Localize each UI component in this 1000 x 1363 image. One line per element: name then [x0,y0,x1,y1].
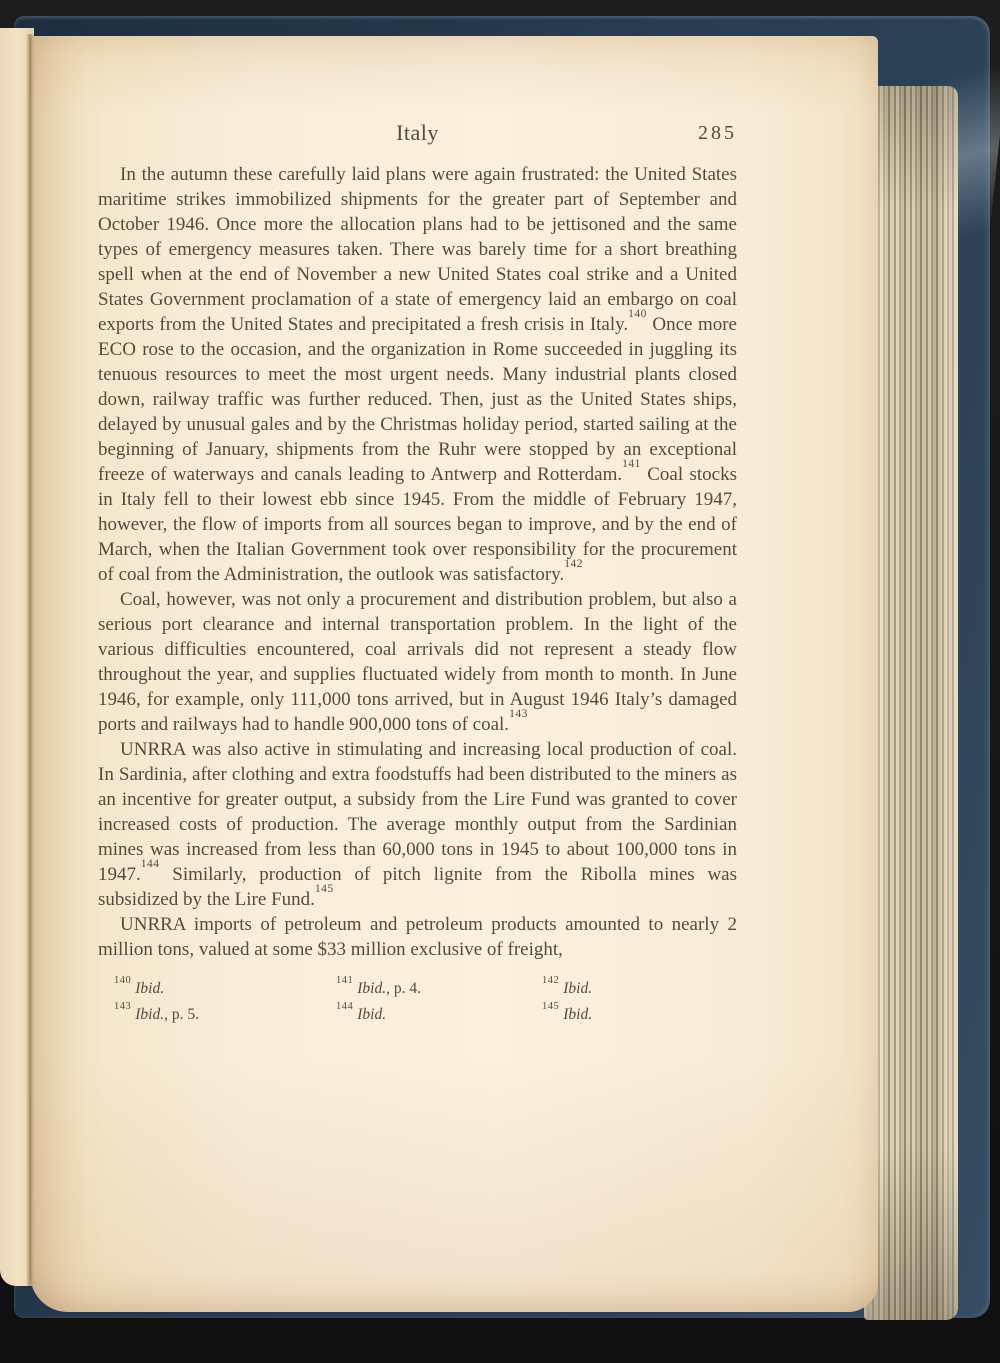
footnote-number: 142 [542,974,560,986]
running-header [98,120,737,150]
footnote-number: 144 [336,1000,354,1012]
page-fore-edge-stack [864,86,958,1320]
paragraph: UNRRA was also active in stimulating and increasing local production of coal. In Sardinia, after clothing and extra foodstuffs had been distributed to the miners as an incentive for greater output, a subsidy from the Lire Fund was granted to cover increased costs of production. The average monthly output from the Sardinian mines was increased from less than 60,000 tons in 1945 to about 100,000 tons in 1947.$^{144}$ Similarly, production of pitch lignite from the Ribolla mines was subsidized by the Lire Fund.$^{145}$ [98,739,737,910]
footnote-ref: Ibid. [135,980,165,997]
footnote-number: 145 [542,1000,560,1012]
paragraph: Coal, however, was not only a procurement and distribution problem, but also a serious port clearance and internal transportation problem. In the light of the various difficulties encountered, coal arrivals did not represent a steady flow throughout the year, and supplies fluctuated widely from month to month. In June 1946, for example, only 111,000 tons arrived, but in August 1946 Italy’s damaged ports and railways had to handle 900,000 tons of coal.$^{143}$ [98,589,737,735]
footnote-number: 143 [114,1000,132,1012]
footnote-marker: 144 [140,857,160,870]
footnote-ref: Ibid. [563,1006,593,1023]
footnote-marker: 142 [564,557,584,570]
footnote [336,1000,542,1026]
footnote-number: 140 [114,974,132,986]
footnote [114,974,336,1000]
footnote [336,974,542,1000]
footnote-marker: 140 [628,307,647,320]
footnote-ref: Ibid. [135,1006,165,1023]
footnote [114,1000,336,1026]
body-text [98,162,737,962]
footnotes [98,974,737,1026]
book-page [30,36,878,1312]
footnote-ref: Ibid. [357,1006,387,1023]
text-block [98,120,737,1026]
paragraph: UNRRA imports of petroleum and petroleum products amounted to nearly 2 million tons, valued at some $33 million exclusive of freight, [98,914,737,960]
page-title: Italy [396,120,439,145]
footnote-ref: Ibid. [357,980,387,997]
footnote-number: 141 [336,974,354,986]
footnote-ref: Ibid. [563,980,593,997]
footnote [542,974,737,1000]
footnote-marker: 145 [314,882,334,895]
gutter-crease [26,34,35,1286]
footnote-marker: 141 [622,457,641,470]
footnote-marker: 143 [509,707,528,720]
footnote [542,1000,737,1026]
footnote-suffix: , p. 5. [164,1006,199,1023]
page-number: 285 [698,122,737,144]
footnote-suffix: , p. 4. [386,980,421,997]
paragraph: In the autumn these carefully laid plans were again frustrated: the United States maritime strikes immobilized shipments for the greater part of September and October 1946. Once more the allocation plans had to be jettisoned and the same types of emergency measures taken. There was barely time for a short breathing spell when at the end of November a new United States coal strike and a United States Government proclamation of a state of emergency laid an embargo on coal exports from the United States and precipitated a fresh crisis in Italy.$^{140}$ Once more ECO rose to the occasion, and the organization in Rome succeeded in juggling its tenuous resources to meet the most urgent needs. Many industrial plants closed down, railway traffic was further reduced. Then, just as the United States ships, delayed by unusual gales and by the Christmas holiday period, started sailing at the beginning of January, shipments from the Ruhr were stopped by an exceptional freeze of waterways and canals leading to Antwerp and Rotterdam.$^{141}$ Coal stocks in Italy fell to their lowest ebb since 1945. From the middle of February 1947, however, the flow of imports from all sources began to improve, and by the end of March, when the Italian Government took over responsibility for the procurement of coal from the Administration, the outlook was satisfactory.$^{142}$ [98,164,737,585]
